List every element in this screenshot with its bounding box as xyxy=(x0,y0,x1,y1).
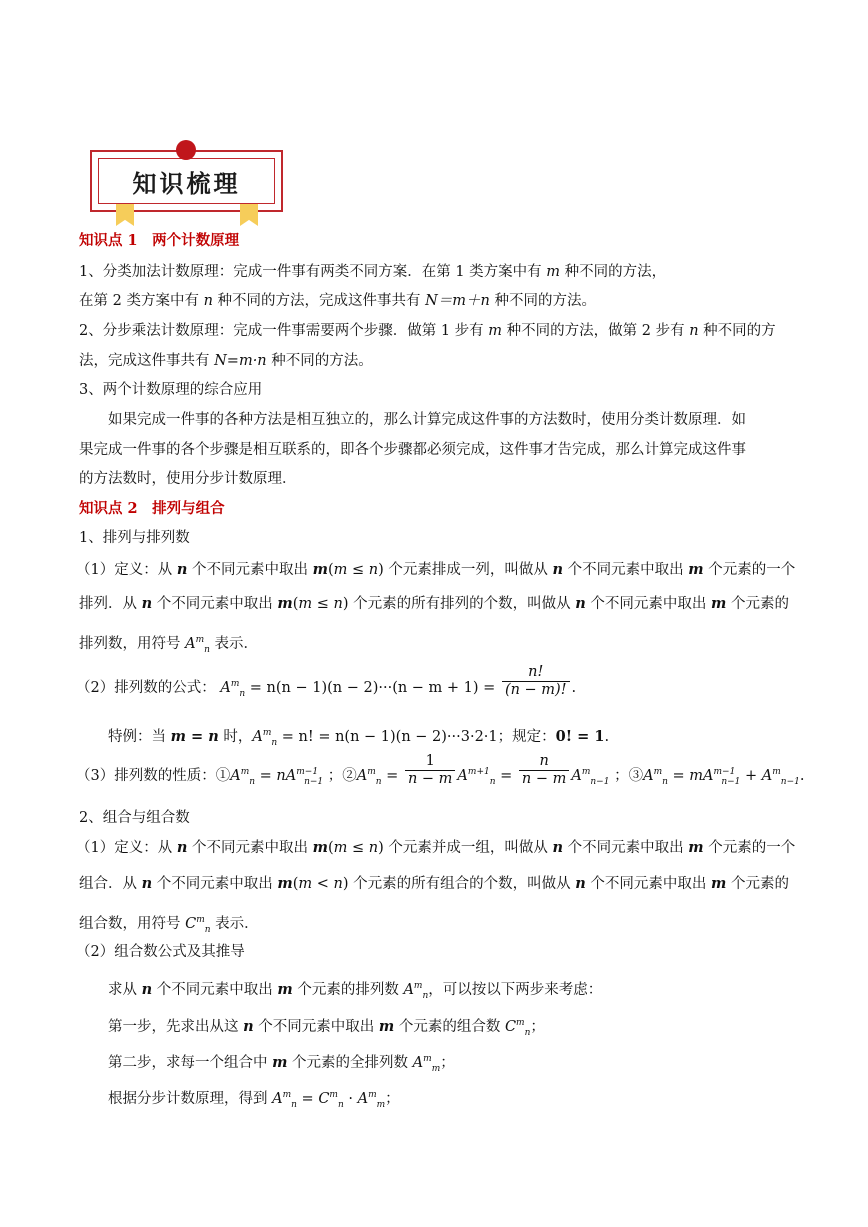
ribbon-right-icon xyxy=(240,204,258,226)
section-badge xyxy=(90,140,285,226)
ribbon-left-icon xyxy=(116,204,134,226)
k1-p3: 3、两个计数原理的综合应用 xyxy=(79,382,263,398)
k1-p4c: 的方法数时，使用分步计数原理． xyxy=(79,471,297,487)
heading-k1: 知识点 1 两个计数原理 xyxy=(79,232,240,249)
k1-p1b: 在第 2 类方案中有 n 种不同的方法，完成这件事共有 N＝m＋n 种不同的方法。 xyxy=(79,293,597,309)
badge-dot-icon xyxy=(176,140,196,160)
k1-p2a: 2、分步乘法计数原理：完成一件事需要两个步骤．做第 1 步有 m 种不同的方法，做第 2 步有 n 种不同的方 xyxy=(79,323,776,339)
formula-fraction: $\frac{n!}{(n - m)!}$ xyxy=(502,664,570,699)
k2-properties: （3）排列数的性质：$①A^m_n = nA^{m-1}_{n-1}$ ；$②A^m_n$ = $\frac{1}{n - m}$ $A^{m+1}_n$ = $\frac{n}{n - m}$ $A^m_{n-1}$ ；$③A^m_n = mA^{m-1}_{n-1} + A^m_{n-1}$. xyxy=(76,753,805,788)
k2-def1a: （1）定义：从 n 个不同元素中取出 m(m ≤ n) 个元素排成一列，叫做从 n 个不同元素中取出 m 个元素的一个 xyxy=(76,561,796,578)
k2-def1b: 排列．从 n 个不同元素中取出 m(m ≤ n) 个元素的所有排列的个数，叫做从 n 个不同元素中取出 m 个元素的 xyxy=(79,595,789,612)
k2-def1c: 排列数，用符号 $A^m_n$ 表示． xyxy=(79,635,259,655)
k2-comb-label: （2）组合数公式及其推导 xyxy=(76,944,245,960)
k2-d3: 第二步，求每一个组合中 m 个元素的全排列数 $A^m_m$； xyxy=(108,1053,455,1074)
k2-s1: 1、排列与排列数 xyxy=(79,530,190,546)
k2-formula: （2）排列数的公式： $A^m_n = n(n - 1)(n - 2)\cdot\cdot\cdot(n - m + 1)$ = $\frac{n!}{(n - m)!}$ . xyxy=(76,664,577,699)
k2-special: 特例：当 m = n 时，$A^m_n = n$! = n(n − 1)(n − 2)···3·2·1；规定：0! = 1. xyxy=(108,727,610,748)
k2-def2a: （1）定义：从 n 个不同元素中取出 m(m ≤ n) 个元素并成一组，叫做从 n 个不同元素中取出 m 个元素的一个 xyxy=(76,839,796,856)
k1-p4b: 果完成一件事的各个步骤是相互联系的，即各个步骤都必须完成，这件事才告完成，那么计算完成这件事 xyxy=(79,442,746,458)
k2-def2c: 组合数，用符号 $C^m_n$ 表示． xyxy=(79,915,259,935)
k2-def2b: 组合．从 n 个不同元素中取出 m(m < n) 个元素的所有组合的个数，叫做从 n 个不同元素中取出 m 个元素的 xyxy=(79,875,789,892)
k2-s2: 2、组合与组合数 xyxy=(79,810,190,826)
k2-d4: 根据分步计数原理，得到 $A^m_n = C^m_n \cdot A^m_m$； xyxy=(108,1090,400,1110)
k2-d2: 第一步，先求出从这 n 个不同元素中取出 m 个元素的组合数 $C^m_n$； xyxy=(108,1017,545,1038)
heading-k2: 知识点 2 排列与组合 xyxy=(79,500,225,517)
badge-title: 知识梳理 xyxy=(132,170,241,198)
k1-p1a: 1、分类加法计数原理：完成一件事有两类不同方案．在第 1 类方案中有 m 种不同的方法， xyxy=(79,264,667,280)
k2-d1: 求从 n 个不同元素中取出 m 个元素的排列数 $A^m_n$，可以按以下两步来考虑： xyxy=(108,980,603,1001)
k1-p2b: 法，完成这件事共有 N=m·n 种不同的方法。 xyxy=(79,353,373,369)
k1-p4a: 如果完成一件事的各种方法是相互独立的，那么计算完成这件事的方法数时，使用分类计数原理．如 xyxy=(108,412,746,428)
